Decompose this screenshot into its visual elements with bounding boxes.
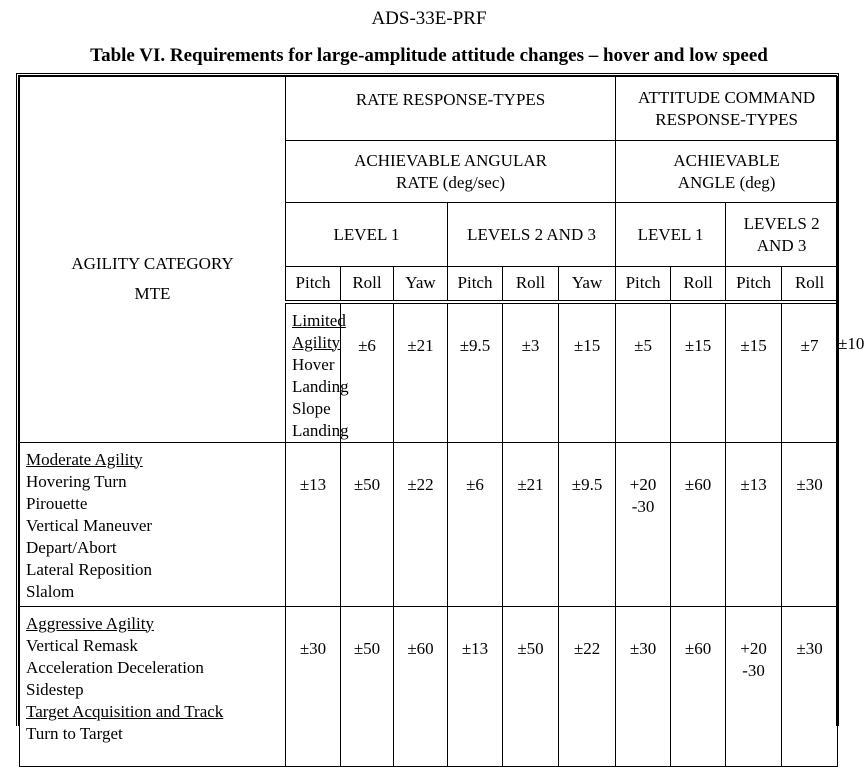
mte-item: Vertical Remask [26, 635, 138, 655]
agility-category-label: AGILITY CATEGORY [71, 254, 234, 274]
value-cell: ±30 [782, 442, 838, 606]
mte-item: Slalom [26, 581, 75, 601]
achievable-rate-line2: RATE (deg/sec) [396, 172, 506, 192]
value-cell [616, 442, 671, 606]
mte-item: Turn to Target [26, 723, 123, 743]
angle-levels23-header [726, 203, 838, 267]
value-cell: ±3 [503, 302, 559, 443]
value-cell: ±13 [726, 442, 782, 606]
value-cell: ±6 [448, 442, 503, 606]
value-cell: ±60 [671, 606, 726, 766]
angle-levels23-line2: AND 3 [756, 235, 807, 255]
document-id: ADS-33E-PRF [371, 8, 487, 29]
value-cell: ±9.5 [448, 302, 503, 443]
col-label: Pitch [448, 267, 503, 302]
value-cell: ±60 [671, 442, 726, 606]
category-title: Moderate Agility [26, 449, 143, 469]
achievable-angle-line2: ANGLE (deg) [677, 172, 776, 192]
attitude-command-header [616, 77, 838, 141]
rate-level1-header: LEVEL 1 [286, 203, 448, 267]
value-cell: ±5 [616, 302, 671, 443]
col-label: Pitch [286, 267, 341, 302]
value-cell: ±15 [671, 302, 726, 443]
value-line: +20 [740, 638, 767, 658]
category-title: Aggressive Agility [26, 613, 154, 633]
value-cell: ±30 [286, 606, 341, 766]
rate-response-types-label: RATE RESPONSE-TYPES [355, 90, 546, 109]
value-line: -30 [742, 660, 765, 680]
value-cell: ±50 [503, 606, 559, 766]
mte-cell [20, 442, 286, 606]
mte-item: Pirouette [26, 493, 88, 513]
rate-levels23-header: LEVELS 2 AND 3 [448, 203, 616, 267]
table-row [20, 606, 838, 766]
mte-label: MTE [134, 284, 171, 304]
mte-item: Depart/Abort [26, 537, 117, 557]
value-cell: ±13 [286, 442, 341, 606]
category-title: Limited Agility [292, 310, 346, 352]
mte-item: Slope Landing [292, 398, 349, 440]
value-cell: ±22 [559, 606, 616, 766]
value-cell: ±50 [341, 442, 394, 606]
col-label: Roll [782, 267, 838, 302]
rate-response-types-header [286, 77, 616, 141]
achievable-rate-header [286, 141, 616, 203]
mte-item: Hovering Turn [26, 471, 127, 491]
requirements-table [16, 73, 864, 743]
mte-cell [286, 302, 349, 443]
mte-item: Vertical Maneuver [26, 515, 153, 535]
mte-cell [20, 606, 286, 766]
angle-levels23-line1: LEVELS 2 [743, 213, 820, 233]
value-cell [726, 606, 782, 766]
col-label: Yaw [559, 267, 616, 302]
col-label: Yaw [394, 267, 448, 302]
achievable-angle-line1: ACHIEVABLE [673, 150, 780, 170]
value-cell: ±50 [341, 606, 394, 766]
value-cell: ±22 [394, 442, 448, 606]
value-cell: ±13 [448, 606, 503, 766]
achievable-rate-line1: ACHIEVABLE ANGULAR [354, 150, 547, 170]
col-label: Roll [503, 267, 559, 302]
table-row: Limited Agility Hover Landing Slope Landing ±6 ±21 ±9.5 ±3 ±15 ±5 ±15 ±15 ±7 ±10 [20, 302, 838, 443]
mte-item: Landing [292, 376, 349, 396]
col-label: Pitch [726, 267, 782, 302]
mte-item: Lateral Reposition [26, 559, 153, 579]
angle-level1-header: LEVEL 1 [616, 203, 726, 267]
attitude-command-line2: RESPONSE-TYPES [655, 109, 798, 129]
col-label: Pitch [616, 267, 671, 302]
value-line: -30 [631, 496, 655, 516]
mte-item: Sidestep [26, 679, 84, 699]
table-caption: Table VI. Requirements for large-amplitude attitude changes – hover and low speed [90, 45, 768, 66]
value-cell: ±21 [503, 442, 559, 606]
mte-item: Hover [292, 354, 335, 374]
achievable-angle-header [616, 141, 838, 203]
agility-category-header [20, 77, 286, 443]
col-label: Roll [341, 267, 394, 302]
col-label: Roll [671, 267, 726, 302]
value-cell: ±21 [394, 302, 448, 443]
value-cell: ±6 [341, 302, 394, 443]
attitude-command-line1: ATTITUDE COMMAND [638, 87, 816, 107]
value-cell: ±30 [782, 606, 838, 766]
mte-item: Target Acquisition and Track [26, 701, 224, 721]
value-cell: ±15 [726, 302, 782, 443]
value-cell: ±9.5 [559, 442, 616, 606]
mte-item: Acceleration Deceleration [26, 657, 204, 677]
value-cell: ±30 [616, 606, 671, 766]
value-cell: ±7 [782, 302, 838, 443]
value-line: +20 [629, 474, 657, 494]
value-cell: ±15 [559, 302, 616, 443]
table-row [20, 442, 838, 606]
value-cell: ±60 [394, 606, 448, 766]
